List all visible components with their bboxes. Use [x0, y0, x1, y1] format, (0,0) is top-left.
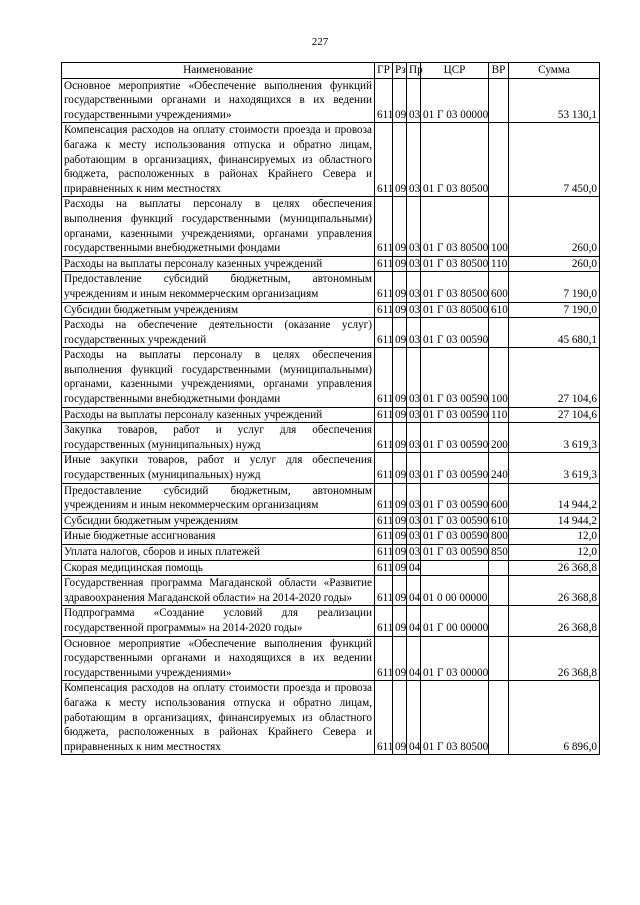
- row-sum: 14 944,2: [509, 513, 600, 529]
- row-sum: 3 619,3: [509, 453, 600, 483]
- row-gr: 611: [375, 318, 393, 348]
- row-gr: 611: [375, 302, 393, 318]
- row-sum: 26 368,8: [509, 560, 600, 576]
- row-name: Закупка товаров, работ и услуг для обеспечения государственных (муниципальных) нужд: [62, 423, 375, 453]
- row-csr: 01 Г 03 00590: [421, 453, 489, 483]
- row-pr: 04: [407, 636, 421, 681]
- row-sum: 7 190,0: [509, 272, 600, 302]
- row-gr: 611: [375, 197, 393, 256]
- row-vr: [489, 318, 509, 348]
- row-csr: [421, 560, 489, 576]
- row-vr: [489, 123, 509, 197]
- row-vr: [489, 78, 509, 123]
- row-sum: 45 680,1: [509, 318, 600, 348]
- row-rz: 09: [393, 256, 407, 272]
- table-row: [62, 529, 600, 545]
- row-gr: 611: [375, 256, 393, 272]
- row-sum: 26 368,8: [509, 606, 600, 636]
- row-vr: 800: [489, 529, 509, 545]
- row-pr: 03: [407, 529, 421, 545]
- row-rz: 09: [393, 453, 407, 483]
- header-vr: ВР: [489, 63, 509, 79]
- row-csr: 01 Г 03 00590: [421, 423, 489, 453]
- row-rz: 09: [393, 423, 407, 453]
- header-row: [62, 63, 600, 79]
- row-gr: 611: [375, 513, 393, 529]
- table-header: [62, 63, 600, 79]
- table-row: [62, 576, 600, 606]
- row-pr: 03: [407, 197, 421, 256]
- row-rz: 09: [393, 348, 407, 407]
- row-pr: 04: [407, 576, 421, 606]
- row-sum: 7 190,0: [509, 302, 600, 318]
- table-row: [62, 453, 600, 483]
- row-name: Субсидии бюджетным учреждениям: [62, 513, 375, 529]
- row-csr: 01 Г 03 00590: [421, 318, 489, 348]
- row-vr: 850: [489, 545, 509, 561]
- row-name: Государственная программа Магаданской области «Развитие здравоохранения Магаданской области» на 2014-2020 годы»: [62, 576, 375, 606]
- row-sum: 26 368,8: [509, 636, 600, 681]
- row-gr: 611: [375, 636, 393, 681]
- row-csr: 01 Г 03 00590: [421, 545, 489, 561]
- row-rz: 09: [393, 681, 407, 755]
- row-name: Иные закупки товаров, работ и услуг для обеспечения государственных (муниципальных) нужд: [62, 453, 375, 483]
- row-csr: 01 Г 03 00590: [421, 348, 489, 407]
- row-vr: 200: [489, 423, 509, 453]
- row-pr: 03: [407, 302, 421, 318]
- row-vr: 100: [489, 348, 509, 407]
- row-csr: 01 Г 03 00590: [421, 483, 489, 513]
- table-row: [62, 560, 600, 576]
- row-name: Расходы на выплаты персоналу в целях обеспечения выполнения функций государственными (муниципальными) органами, казенными учреждениями, органами управления государственными внебюджетными фондами: [62, 348, 375, 407]
- row-vr: 110: [489, 256, 509, 272]
- table-row: [62, 318, 600, 348]
- header-pr: Пр: [407, 63, 421, 79]
- header-rz: Рз: [393, 63, 407, 79]
- row-pr: 04: [407, 681, 421, 755]
- row-sum: 12,0: [509, 545, 600, 561]
- row-rz: 09: [393, 302, 407, 318]
- row-vr: 110: [489, 407, 509, 423]
- header-csr: ЦСР: [421, 63, 489, 79]
- row-sum: 27 104,6: [509, 348, 600, 407]
- row-rz: 09: [393, 123, 407, 197]
- table-row: [62, 256, 600, 272]
- table-body: [62, 78, 600, 755]
- row-rz: 09: [393, 545, 407, 561]
- row-gr: 611: [375, 606, 393, 636]
- row-rz: 09: [393, 272, 407, 302]
- row-csr: 01 Г 03 00590: [421, 407, 489, 423]
- row-sum: 6 896,0: [509, 681, 600, 755]
- table-row: [62, 423, 600, 453]
- row-gr: 611: [375, 348, 393, 407]
- row-csr: 01 Г 03 80500: [421, 302, 489, 318]
- row-vr: 240: [489, 453, 509, 483]
- row-gr: 611: [375, 545, 393, 561]
- row-name: Основное мероприятие «Обеспечение выполнения функций государственными органами и находящихся в их ведении государственными учреждениями»: [62, 636, 375, 681]
- table-row: [62, 348, 600, 407]
- row-csr: 01 Г 03 80500: [421, 256, 489, 272]
- row-csr: 01 Г 03 80500: [421, 681, 489, 755]
- table-row: [62, 272, 600, 302]
- row-gr: 611: [375, 453, 393, 483]
- row-pr: 03: [407, 256, 421, 272]
- table-row: [62, 606, 600, 636]
- row-sum: 14 944,2: [509, 483, 600, 513]
- row-pr: 03: [407, 78, 421, 123]
- row-rz: 09: [393, 576, 407, 606]
- row-gr: 611: [375, 272, 393, 302]
- row-rz: 09: [393, 318, 407, 348]
- table-row: [62, 681, 600, 755]
- row-pr: 03: [407, 423, 421, 453]
- row-pr: 04: [407, 560, 421, 576]
- row-vr: 600: [489, 272, 509, 302]
- row-name: Предоставление субсидий бюджетным, автономным учреждениям и иным некоммерческим организациям: [62, 272, 375, 302]
- row-sum: 3 619,3: [509, 423, 600, 453]
- row-rz: 09: [393, 606, 407, 636]
- row-gr: 611: [375, 681, 393, 755]
- table-row: [62, 123, 600, 197]
- row-gr: 611: [375, 483, 393, 513]
- row-gr: 611: [375, 529, 393, 545]
- row-vr: 610: [489, 302, 509, 318]
- row-gr: 611: [375, 407, 393, 423]
- row-sum: 27 104,6: [509, 407, 600, 423]
- row-csr: 01 0 00 00000: [421, 576, 489, 606]
- table-row: [62, 636, 600, 681]
- row-name: Субсидии бюджетным учреждениям: [62, 302, 375, 318]
- row-gr: 611: [375, 123, 393, 197]
- row-pr: 03: [407, 123, 421, 197]
- row-rz: 09: [393, 636, 407, 681]
- row-vr: 610: [489, 513, 509, 529]
- table-row: [62, 302, 600, 318]
- row-name: Расходы на выплаты персоналу казенных учреждений: [62, 407, 375, 423]
- row-rz: 09: [393, 529, 407, 545]
- header-sum: Сумма: [509, 63, 600, 79]
- row-sum: 26 368,8: [509, 576, 600, 606]
- table-row: [62, 197, 600, 256]
- row-name: Иные бюджетные ассигнования: [62, 529, 375, 545]
- row-pr: 03: [407, 513, 421, 529]
- row-gr: 611: [375, 423, 393, 453]
- row-vr: [489, 606, 509, 636]
- row-name: Скорая медицинская помощь: [62, 560, 375, 576]
- row-sum: 7 450,0: [509, 123, 600, 197]
- row-csr: 01 Г 03 00000: [421, 78, 489, 123]
- table-row: [62, 78, 600, 123]
- row-vr: 100: [489, 197, 509, 256]
- row-pr: 03: [407, 407, 421, 423]
- header-gr: ГР: [375, 63, 393, 79]
- row-gr: 611: [375, 78, 393, 123]
- row-name: Основное мероприятие «Обеспечение выполнения функций государственными органами и находящихся в их ведении государственными учреждениями»: [62, 78, 375, 123]
- page-number: 227: [311, 36, 329, 48]
- header-name: Наименование: [62, 63, 375, 79]
- row-pr: 03: [407, 545, 421, 561]
- budget-table: [61, 62, 600, 755]
- row-name: Подпрограмма «Создание условий для реализации государственной программы» на 2014-2020 годы»: [62, 606, 375, 636]
- row-rz: 09: [393, 483, 407, 513]
- row-rz: 09: [393, 197, 407, 256]
- row-pr: 03: [407, 318, 421, 348]
- row-name: Расходы на выплаты персоналу в целях обеспечения выполнения функций государственными (муниципальными) органами, казенными учреждениями, органами управления государственными внебюджетными фондами: [62, 197, 375, 256]
- row-gr: 611: [375, 576, 393, 606]
- row-pr: 03: [407, 483, 421, 513]
- row-name: Компенсация расходов на оплату стоимости проезда и провоза багажа к месту использования отпуска и обратно лицам, работающим в организациях, финансируемых из областного бюджета, расположенных в районах Крайнего Севера и приравненных к ним местностях: [62, 123, 375, 197]
- table-row: [62, 545, 600, 561]
- row-csr: 01 Г 03 00590: [421, 529, 489, 545]
- row-vr: [489, 636, 509, 681]
- row-csr: 01 Г 03 80500: [421, 272, 489, 302]
- row-sum: 12,0: [509, 529, 600, 545]
- table-row: [62, 513, 600, 529]
- row-vr: [489, 576, 509, 606]
- row-sum: 260,0: [509, 256, 600, 272]
- row-pr: 03: [407, 272, 421, 302]
- row-name: Компенсация расходов на оплату стоимости проезда и провоза багажа к месту использования отпуска и обратно лицам, работающим в организациях, финансируемых из областного бюджета, расположенных в районах Крайнего Севера и приравненных к ним местностях: [62, 681, 375, 755]
- row-sum: 260,0: [509, 197, 600, 256]
- row-vr: [489, 681, 509, 755]
- row-name: Предоставление субсидий бюджетным, автономным учреждениям и иным некоммерческим организациям: [62, 483, 375, 513]
- row-name: Уплата налогов, сборов и иных платежей: [62, 545, 375, 561]
- table-row: [62, 483, 600, 513]
- table-row: [62, 407, 600, 423]
- row-csr: 01 Г 03 00590: [421, 513, 489, 529]
- row-rz: 09: [393, 560, 407, 576]
- row-rz: 09: [393, 513, 407, 529]
- row-pr: 03: [407, 348, 421, 407]
- row-rz: 09: [393, 407, 407, 423]
- row-csr: 01 Г 03 00000: [421, 636, 489, 681]
- row-csr: 01 Г 03 80500: [421, 123, 489, 197]
- row-vr: [489, 560, 509, 576]
- row-rz: 09: [393, 78, 407, 123]
- row-vr: 600: [489, 483, 509, 513]
- row-name: Расходы на выплаты персоналу казенных учреждений: [62, 256, 375, 272]
- row-pr: 04: [407, 606, 421, 636]
- row-csr: 01 Г 00 00000: [421, 606, 489, 636]
- row-gr: 611: [375, 560, 393, 576]
- row-sum: 53 130,1: [509, 78, 600, 123]
- row-csr: 01 Г 03 80500: [421, 197, 489, 256]
- row-pr: 03: [407, 453, 421, 483]
- row-name: Расходы на обеспечение деятельности (оказание услуг) государственных учреждений: [62, 318, 375, 348]
